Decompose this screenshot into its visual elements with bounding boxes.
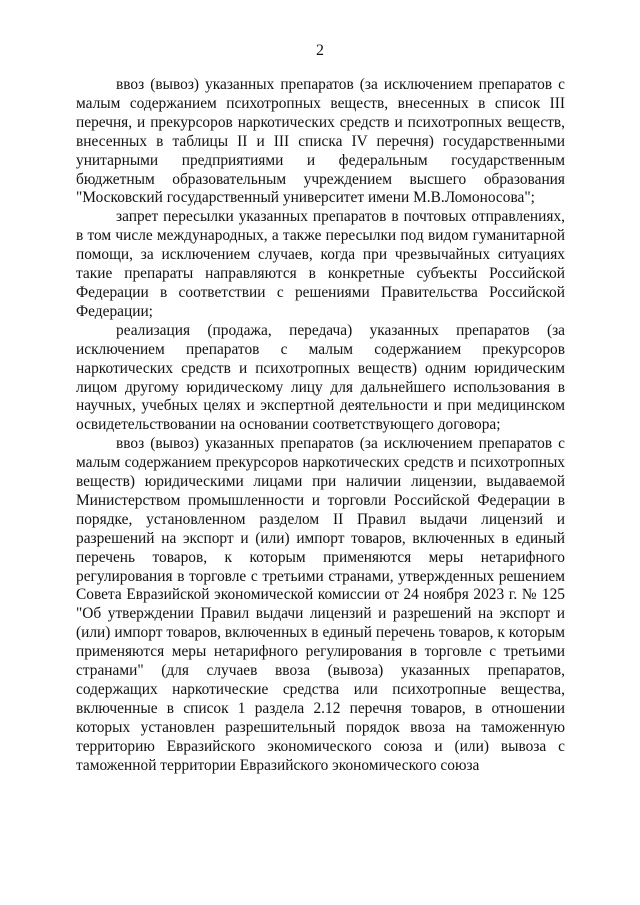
document-body [76,76,565,776]
paragraph-sale-transfer: реализация (продажа, передача) указанных препаратов (за исключением препаратов с малым содержанием прекурсоров наркотических средств и психотропных веществ) одним юридическим лицом другому юридическому лицу для дальнейшего использования в научных, учебных целях и экспертной деятельности и при медицинском освидетельствовании на основании соответствующего договора; [76,321,565,434]
paragraph-import-export-licensed: ввоз (вывоз) указанных препаратов (за исключением препаратов с малым содержанием прекурсоров наркотических средств и психотропных веществ) юридическими лицами при наличии лицензии, выдаваемой Министерством промышленности и торговли Российской Федерации в порядке, установленном разделом II Правил выдачи лицензий и разрешений на экспорт и (или) импорт товаров, включенных в единый перечень товаров, к которым применяются меры нетарифного регулирования в торговле с третьими странами, утвержденных решением Совета Евразийской экономической комиссии от 24 ноября 2023 г. № 125 "Об утверждении Правил выдачи лицензий и разрешений на экспорт и (или) импорт товаров, включенных в единый перечень товаров, к которым применяются меры нетарифного регулирования в торговле с третьими странами" (для случаев ввоза (вывоза) указанных препаратов, содержащих наркотические средства или психотропные вещества, включенные в список 1 раздела 2.12 перечня товаров, в отношении которых установлен разрешительный порядок ввоза на таможенную территорию Евразийского экономического союза и (или) вывоза с таможенной территории Евразийского экономического союза [76,435,565,774]
paragraph-postal-shipment-ban: запрет пересылки указанных препаратов в почтовых отправлениях, в том числе международных, а также пересылки под видом гуманитарной помощи, за исключением случаев, когда при чрезвычайных ситуациях такие препараты направляются в конкретные субъекты Российской Федерации в соответствии с решениями Правительства Российской Федерации; [76,208,565,320]
paragraph-import-export-state-enterprises: ввоз (вывоз) указанных препаратов (за исключением препаратов с малым содержанием психотропных веществ, внесенных в список III перечня, и прекурсоров наркотических средств и психотропных веществ, внесенных в таблицы II и III списка IV перечня) государственными унитарными предприятиями и федеральным государственным бюджетным образовательным учреждением высшего образования "Московский государственный университет имени М.В.Ломоносова"; [76,76,565,207]
page-number: 2 [316,42,324,59]
